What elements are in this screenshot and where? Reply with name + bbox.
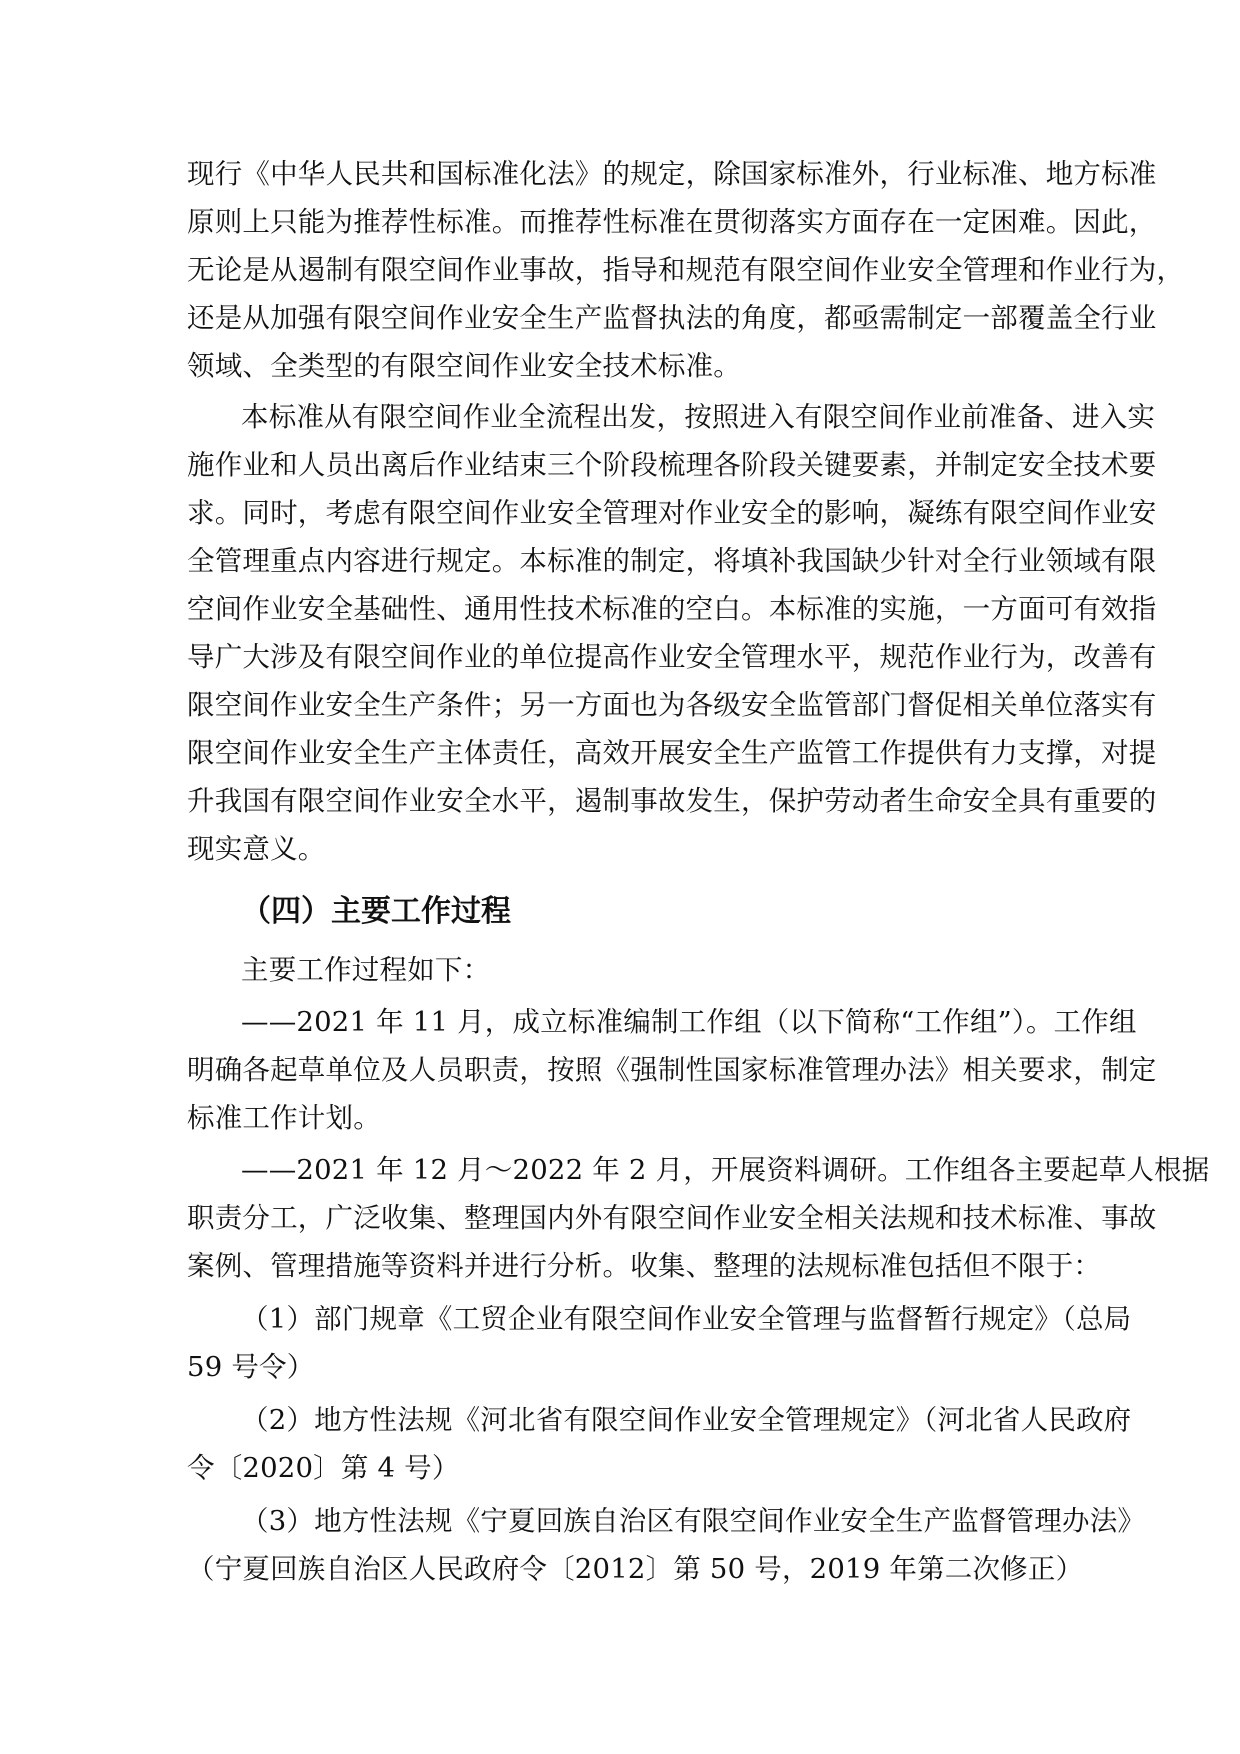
body-text-line: 主要工作过程如下：: [241, 954, 491, 986]
body-text-line: 现行《中华人民共和国标准化法》的规定，除国家标准外，行业标准、地方标准: [187, 158, 1157, 190]
body-text-line: 空间作业安全基础性、通用性技术标准的空白。本标准的实施，一方面可有效指: [187, 593, 1157, 625]
list-item-line: 令〔2020〕第 4 号）: [187, 1452, 460, 1484]
body-text-line: 明确各起草单位及人员职责，按照《强制性国家标准管理办法》相关要求，制定: [187, 1054, 1157, 1086]
section-heading: （四）主要工作过程: [241, 894, 511, 929]
body-text-line: 施作业和人员出离后作业结束三个阶段梳理各阶段关键要素，并制定安全技术要: [187, 449, 1157, 481]
body-text-line: 导广大涉及有限空间作业的单位提高作业安全管理水平，规范作业行为，改善有: [187, 641, 1157, 673]
body-text-line: ——2021 年 12 月～2022 年 2 月，开展资料调研。工作组各主要起草人根据: [241, 1154, 1210, 1186]
body-text-line: 案例、管理措施等资料并进行分析。收集、整理的法规标准包括但不限于：: [187, 1250, 1102, 1282]
body-text-line: 限空间作业安全生产主体责任，高效开展安全生产监管工作提供有力支撑，对提: [187, 737, 1157, 769]
body-text-line: 无论是从遏制有限空间作业事故，指导和规范有限空间作业安全管理和作业行为，: [187, 254, 1185, 286]
body-text-line: 领域、全类型的有限空间作业安全技术标准。: [187, 350, 741, 382]
body-text-line: ——2021 年 11 月，成立标准编制工作组（以下简称“工作组”）。工作组: [241, 1006, 1137, 1038]
body-text-line: 限空间作业安全生产条件；另一方面也为各级安全监管部门督促相关单位落实有: [187, 689, 1157, 721]
body-text-line: 全管理重点内容进行规定。本标准的制定，将填补我国缺少针对全行业领域有限: [187, 545, 1157, 577]
list-item-line: 59 号令）: [187, 1351, 315, 1383]
body-text-line: 还是从加强有限空间作业安全生产监督执法的角度，都亟需制定一部覆盖全行业: [187, 302, 1157, 334]
body-text-line: 求。同时，考虑有限空间作业安全管理对作业安全的影响，凝练有限空间作业安: [187, 497, 1157, 529]
body-text-line: 原则上只能为推荐性标准。而推荐性标准在贯彻落实方面存在一定困难。因此，: [187, 206, 1157, 238]
body-text-line: 本标准从有限空间作业全流程出发，按照进入有限空间作业前准备、进入实: [241, 401, 1156, 433]
list-item-line: （宁夏回族自治区人民政府令〔2012〕第 50 号，2019 年第二次修正）: [187, 1553, 1084, 1585]
body-text-line: 标准工作计划。: [187, 1102, 381, 1134]
body-text-line: 升我国有限空间作业安全水平，遏制事故发生，保护劳动者生命安全具有重要的: [187, 785, 1157, 817]
list-item-line: （3）地方性法规《宁夏回族自治区有限空间作业安全生产监督管理办法》: [241, 1505, 1146, 1537]
list-item-line: （1）部门规章《工贸企业有限空间作业安全管理与监督暂行规定》（总局: [241, 1303, 1132, 1335]
body-text-line: 职责分工，广泛收集、整理国内外有限空间作业安全相关法规和技术标准、事故: [187, 1202, 1157, 1234]
body-text-line: 现实意义。: [187, 833, 326, 865]
list-item-line: （2）地方性法规《河北省有限空间作业安全管理规定》（河北省人民政府: [241, 1404, 1132, 1436]
